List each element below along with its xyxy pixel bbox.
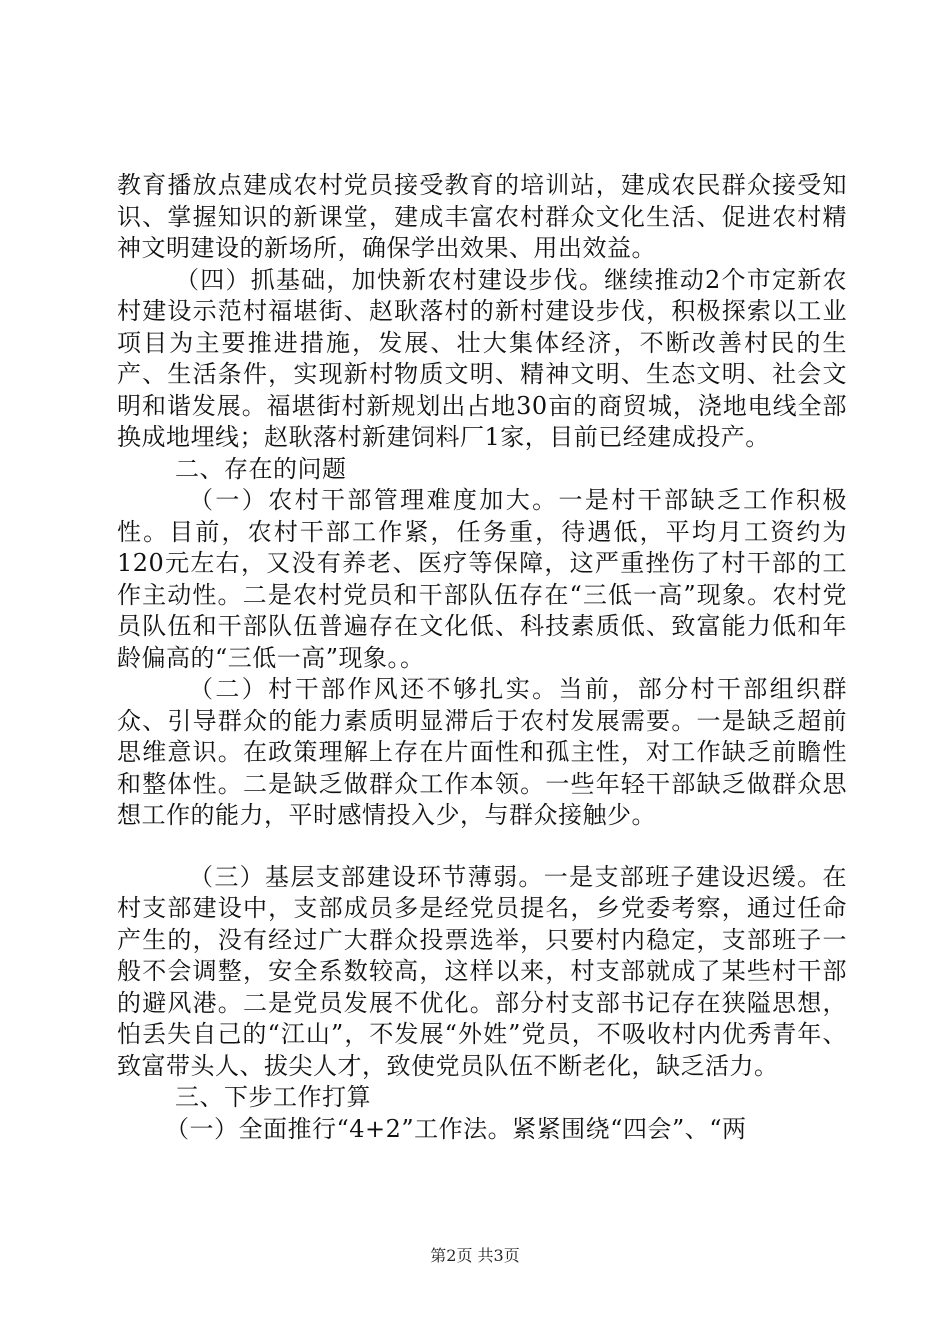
- heading-existing-problems: 二、存在的问题: [175, 454, 347, 483]
- paragraph-problem-1: （一）农村干部管理难度加大。一是村干部缺乏工作积极性。目前，农村干部工作紧，任务重，待遇低，平均月工资约为120元左右，又没有养老、医疗等保障，这严重挫伤了村干部的工作主动性。二是农村党员和干部队伍存在“三低一高”现象。农村党员队伍和干部队伍普遍存在文化低、科技素质低、致富能力低和年龄偏高的“三低一高”现象。。: [117, 486, 847, 672]
- paragraph-gap: [117, 832, 847, 862]
- heading-next-steps: 三、下步工作打算: [175, 1083, 371, 1111]
- paragraph-continuation: 教育播放点建成农村党员接受教育的培训站，建成农民群众接受知识、掌握知识的新课堂，建成丰富农村群众文化生活、促进农村精神文明建设的新场所，确保学出效果、用出效益。: [117, 171, 847, 262]
- paragraph-next-step-1: （一）全面推行“4+2”工作法。紧紧围绕“四会”、“两: [165, 1114, 747, 1143]
- page-footer: 第2页 共3页: [430, 1246, 520, 1265]
- paragraph-problem-3: （三）基层支部建设环节薄弱。一是支部班子建设迟缓。在村支部建设中，支部成员多是经党员提名，乡党委考察，通过任命产生的，没有经过广大群众投票选举，只要村内稳定，支部班子一般不会调整，安全系数较高，这样以来，村支部就成了某些村干部的避风港。二是党员发展不优化。部分村支部书记存在狭隘思想，怕丢失自己的“江山”，不发展“外姓”党员，不吸收村内优秀青年、致富带头人、拔尖人才，致使党员队伍不断老化，缺乏活力。: [117, 862, 847, 1080]
- paragraph-problem-2: （二）村干部作风还不够扎实。当前，部分村干部组织群众、引导群众的能力素质明显滞后于农村发展需要。一是缺乏超前思维意识。在政策理解上存在片面性和孤主性，对工作缺乏前瞻性和整体性。二是缺乏做群众工作本领。一些年轻干部缺乏做群众思想工作的能力，平时感情投入少，与群众接触少。: [117, 675, 847, 829]
- paragraph-section-4: （四）抓基础，加快新农村建设步伐。继续推动2个市定新农村建设示范村福堪街、赵耿落村的新村建设步伐，积极探索以工业项目为主要推进措施，发展、壮大集体经济，不断改善村民的生产、生活条件，实现新村物质文明、精神文明、生态文明、社会文明和谐发展。福堪街村新规划出占地30亩的商贸城，浇地电线全部换成地埋线；赵耿落村新建饲料厂1家，目前已经建成投产。: [117, 265, 847, 451]
- document-body: [117, 170, 847, 1145]
